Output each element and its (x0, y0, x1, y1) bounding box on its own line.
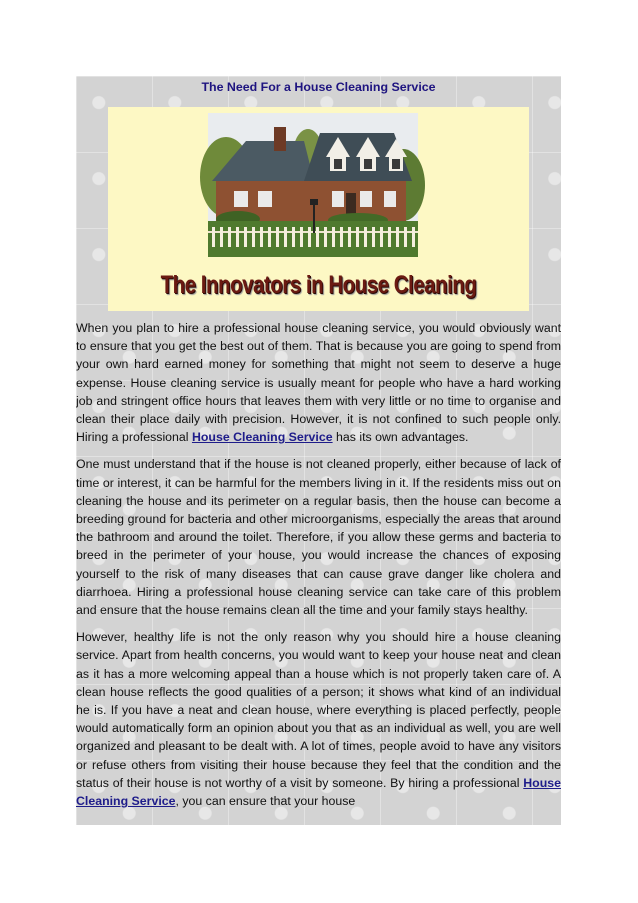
document-body (76, 319, 561, 819)
house-cleaning-service-link[interactable]: House Cleaning Service (191, 430, 333, 445)
banner-caption: The Innovators in House Cleaning (160, 271, 477, 299)
house-cleaning-service-link[interactable]: House Cleaning Service (76, 775, 561, 809)
paragraph-text: , you can ensure that your house (175, 794, 356, 809)
paragraph (76, 455, 561, 619)
paragraph (76, 628, 561, 810)
house-cleaning-banner-image (108, 107, 529, 311)
paragraph (76, 319, 561, 446)
paragraph-text: When you plan to hire a professional house cleaning service, you would obviously want to ensure that you get the best out of them. That is because you are going to spend from your own hard earned money for something that might not seem to deserve a huge expense. House cleaning service is usually meant for people who have a hard working job and stringent office hours that leaves them with very little or no time to organise and clean their place daily with precision. However, it is not confined to such people only. Hiring a professional (76, 321, 561, 445)
paragraph-text: However, healthy life is not the only reason why you should hire a house cleaning service. Apart from health concerns, you would want to keep your house neat and clean as it has a more welcoming appeal than a house which is not properly taken care of. A clean house reflects the good qualities of a person; it shows what kind of an individual he is. If you have a neat and clean house, where everything is placed perfectly, people would automatically form an opinion about you that as an individual as well, you are well organized and pleasant to be dealt with. A lot of times, people avoid to have any visitors or refuse others from visiting their house because they feel that the condition and the status of their house is not worthy of a visit by someone. By hiring a professional (76, 630, 561, 790)
document-title: The Need For a House Cleaning Service (201, 80, 436, 94)
document-page (76, 76, 561, 825)
paragraph-text: has its own advantages. (332, 430, 469, 445)
paragraph-text: One must understand that if the house is not cleaned properly, either because of lack of time or interest, it can be harmful for the members living in it. If the residents miss out on cleaning the house and its perimeter on a regular basis, then the house can become a breeding ground for bacteria and other microorganisms, especially the areas that around the bathroom and around the toilet. Therefore, if you allow these germs and bacteria to breed in the perimeter of your house, you would increase the chances of exposing yourself to the risk of many diseases that can cause grave danger like cholera and diarrhoea. Hiring a professional house cleaning service can take care of this problem and ensure that the house remains clean all the time and your family stays healthy. (76, 457, 561, 618)
